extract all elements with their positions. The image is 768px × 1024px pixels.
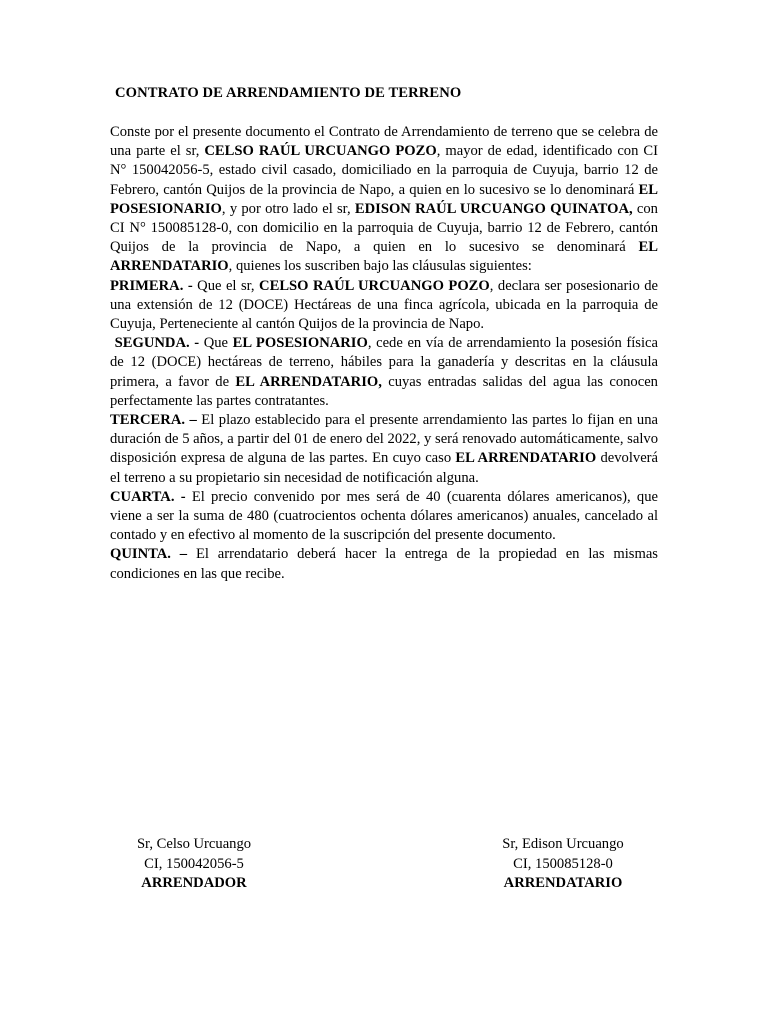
clause-quinta-label: QUINTA. – — [110, 546, 188, 563]
clause-segunda-posesionario: EL POSESIONARIO — [232, 335, 368, 352]
clause-quinta — [110, 545, 658, 583]
clause-tercera-arrendatario: EL ARRENDATARIO — [455, 450, 597, 467]
intro-text-2: , mayor de edad, identificado con CI N° 150042056-5, estado civil casado, domiciliado en la parroquia de Cuyuja, barrio 12 de Febrero, cantón Quijos de la provincia de Napo, a quien en lo sucesivo se lo denominará — [110, 143, 659, 198]
clause-segunda-text-3: cuyas entradas salidas del agua las conocen perfectamente las partes contratantes. — [110, 373, 658, 409]
arrendatario-name: EDISON RAÚL URCUANGO QUINATOA, — [354, 200, 633, 217]
posesionario-name: CELSO RAÚL URCUANGO POZO — [204, 143, 437, 160]
clause-primera-name: CELSO RAÚL URCUANGO POZO — [259, 277, 490, 294]
signature-role: ARRENDADOR — [141, 875, 247, 891]
signature-role: ARRENDATARIO — [503, 875, 623, 891]
signature-block-arrendatario — [463, 835, 663, 894]
clause-tercera-text-1: El plazo establecido para el presente arrendamiento las partes lo fijan en una duración de 5 años, a partir del 01 de enero del 2022, y será renovado automáticamente, salvo disposición expresa de alguna de las partes. En cuyo caso — [110, 412, 659, 467]
clause-tercera-text-2: devolverá el terreno a su propietario sin necesidad de notificación alguna. — [110, 450, 659, 486]
intro-text-5: , quienes los suscriben bajo las cláusulas siguientes: — [228, 258, 532, 275]
signature-block-arrendador — [94, 835, 294, 894]
clause-segunda — [110, 334, 658, 411]
signature-ci: CI, 150042056-5 — [144, 855, 244, 872]
clause-primera-text-2: , declara ser posesionario de una extensión de 12 (DOCE) Hectáreas de una finca agrícola, ubicada en la parroquia de Cuyuja, Perteneciente al cantón Quijos de la provincia de Napo. — [110, 277, 658, 333]
intro-paragraph — [110, 123, 658, 277]
document-title: CONTRATO DE ARRENDAMIENTO DE TERRENO — [115, 85, 462, 101]
clause-primera-text-1: Que el sr, — [192, 277, 260, 294]
clause-primera — [110, 277, 658, 335]
clause-segunda-label: SEGUNDA. - — [114, 335, 200, 352]
signature-name: Sr, Celso Urcuango — [136, 836, 252, 852]
clause-cuarta — [110, 488, 658, 546]
clause-primera-label: PRIMERA. - — [110, 277, 193, 294]
intro-text-3: , y por otro lado el sr, — [221, 200, 355, 217]
intro-text-1: Conste por el presente documento el Contrato de Arrendamiento de terreno que se celebra de una parte el sr, — [110, 124, 658, 160]
arrendatario-term: EL ARRENDATARIO — [110, 239, 658, 275]
contract-body — [110, 123, 658, 584]
clause-cuarta-text-1: El precio convenido por mes será de 40 (cuarenta dólares americanos), que viene a ser la suma de 480 (cuatrocientos ochenta dólares americanos) anuales, cancelado al contado y en efectivo al momento de la suscripción del presente documento. — [110, 488, 658, 544]
clause-segunda-text-2: , cede en vía de arrendamiento la posesión física de 12 (DOCE) hectáreas de terreno, hábiles para la ganadería y descritas en la cláusula primera, a favor de — [110, 335, 658, 390]
intro-text-4: con CI N° 150085128-0, con domicilio en la parroquia de Cuyuja, barrio 12 de Febrero, cantón Quijos de la provincia de Napo, a quien en lo sucesivo se denominará — [110, 200, 658, 256]
clause-tercera-label: TERCERA. – — [110, 412, 197, 429]
signature-ci: CI, 150085128-0 — [513, 855, 613, 872]
signature-name: Sr, Edison Urcuango — [502, 836, 624, 852]
clause-segunda-arrendatario: EL ARRENDATARIO, — [235, 373, 382, 390]
clause-segunda-text-1: Que — [199, 335, 233, 352]
posesionario-term: EL POSESIONARIO — [110, 181, 658, 217]
clause-cuarta-label: CUARTA. - — [110, 488, 186, 505]
clause-quinta-text-1: El arrendatario deberá hacer la entrega de la propiedad en las mismas condiciones en las que recibe. — [110, 546, 658, 582]
clause-tercera — [110, 411, 658, 488]
